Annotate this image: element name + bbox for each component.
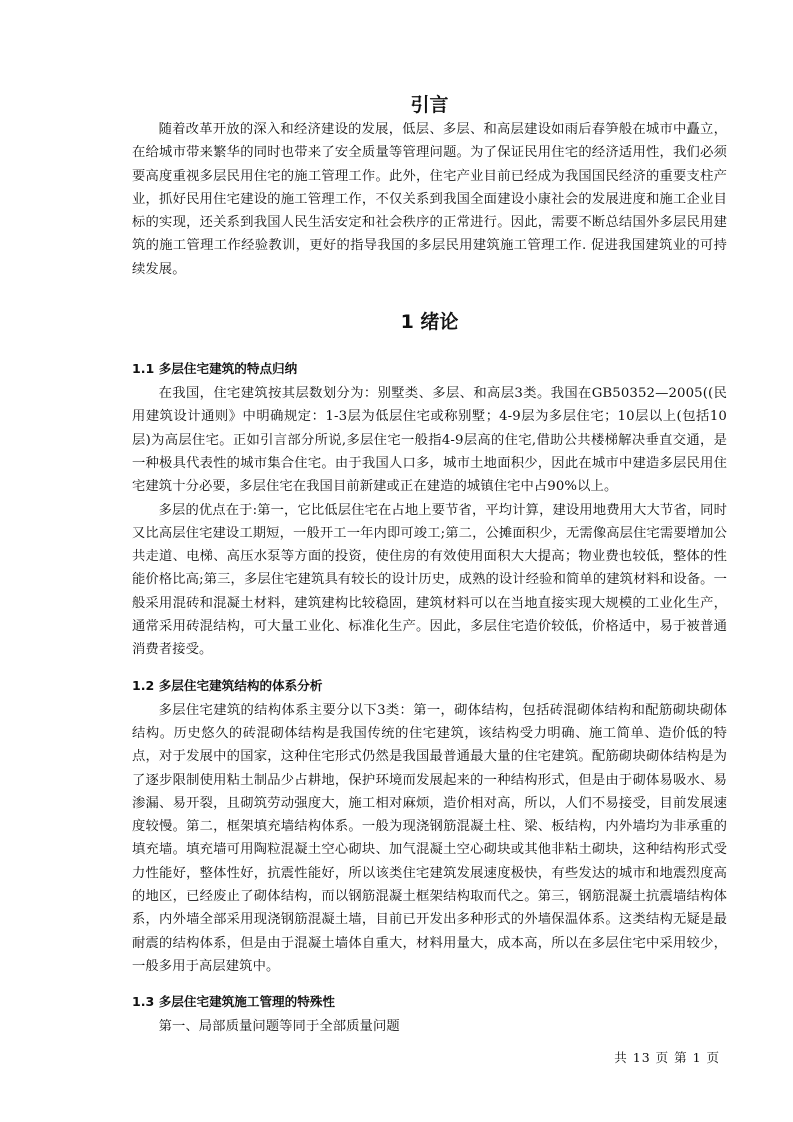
intro-title: 引言 [410, 94, 449, 116]
intro-paragraph: 随着改革开放的深入和经济建设的发展，低层、多层、和高层建设如雨后春笋般在城市中矗立，在给城市带来繁华的同时也带来了安全质量等管理问题。为了保证民用住宅的经济适用性，我们必须要高度重视多层民用住宅的施工管理工作。此外，住宅产业目前已经成为我国国民经济的重要支柱产业，抓好民用住宅建设的施工管理工作，不仅关系到我国全面建设小康社会的发展进度和施工企业目标的实现，还关系到我国人民生活安定和社会秩序的正常进行。因此，需要不断总结国外多层民用建筑的施工管理工作经验教训，更好的指导我国的多层民用建筑施工管理工作. 促进我国建筑业的可持续发展。 [132, 122, 727, 277]
document-page [132, 92, 727, 1039]
section-heading-1-1: 1.1 多层住宅建筑的特点归纳 [132, 361, 298, 377]
section-1-1-paragraph-1: 在我国，住宅建筑按其层数划分为：别墅类、多层、和高层3类。我国在GB50352—2005((民用建筑设计通则》中明确规定：1-3层为低层住宅或称别墅；4-9层为多层住宅；10层以上(包括10层)为高层住宅。正如引言部分所说,多层住宅一般指4-9层高的住宅,借助公共楼梯解决垂直交通，是一种极具代表性的城市集合住宅。由于我国人口多，城市土地面积少，因此在城市中建造多层民用住宅建筑十分必要，多层住宅在我国目前新建或正在建造的城镇住宅中占90%以上。 [132, 386, 727, 495]
section-heading-1-3: 1.3 多层住宅建筑施工管理的特殊性 [132, 994, 336, 1010]
page-number-footer: 共 13 页 第 1 页 [614, 1050, 720, 1065]
section-1-2-paragraph-1: 多层住宅建筑的结构体系主要分以下3类：第一，砌体结构，包括砖混砌体结构和配筋砌块砌体结构。历史悠久的砖混砌体结构是我国传统的住宅建筑，该结构受力明确、施工简单、造价低的特点，对于发展中的国家，这种住宅形式仍然是我国最普通最大量的住宅建筑。配筋砌块砌体结构是为了逐步限制使用粘土制品少占耕地，保护环境而发展起来的一种结构形式，但是由于砌体易吸水、易渗漏、易开裂，且砌筑劳动强度大，施工相对麻烦，造价相对高，所以，人们不易接受，目前发展速度较慢。第二，框架填充墙结构体系。一般为现浇钢筋混凝土柱、梁、板结构，内外墙均为非承重的填充墙。填充墙可用陶粒混凝土空心砌块、加气混凝土空心砌块或其他非粘土砌块，这种结构形式受力性能好，整体性好，抗震性能好，所以该类住宅建筑发展速度极快，有些发达的城市和地震烈度高的地区，已经废止了砌体结构，而以钢筋混凝土框架结构取而代之。第三，钢筋混凝土抗震墙结构体系，内外墙全部采用现浇钢筋混凝土墙，目前已开发出多种形式的外墙保温体系。这类结构无疑是最耐震的结构体系，但是由于混凝土墙体自重大，材料用量大，成本高，所以在多层住宅中采用较少，一般多用于高层建筑中。 [132, 702, 727, 974]
section-1-3-paragraph-1: 第一、局部质量问题等同于全部质量问题 [158, 1019, 400, 1035]
chapter-title: 1 绪论 [400, 311, 459, 334]
section-heading-1-2: 1.2 多层住宅建筑结构的体系分析 [132, 677, 323, 693]
section-1-1-paragraph-2: 多层的优点在于:第一，它比低层住宅在占地上要节省，平均计算，建设用地费用大大节省，同时又比高层住宅建设工期短，一般开工一年内即可竣工;第二，公摊面积少，无需像高层住宅需要增加公共走道、电梯、高压水泵等方面的投资，使住房的有效使用面积大大提高；物业费也较低，整体的性能价格比高;第三，多层住宅建筑具有较长的设计历史，成熟的设计经验和简单的建筑材料和设备。一般采用混砖和混凝土材料，建筑建构比较稳固，建筑材料可以在当地直接实现大规模的工业化生产，通常采用砖混结构，可大量工业化、标准化生产。因此，多层住宅造价较低，价格适中，易于被普通消费者接受。 [132, 502, 727, 658]
